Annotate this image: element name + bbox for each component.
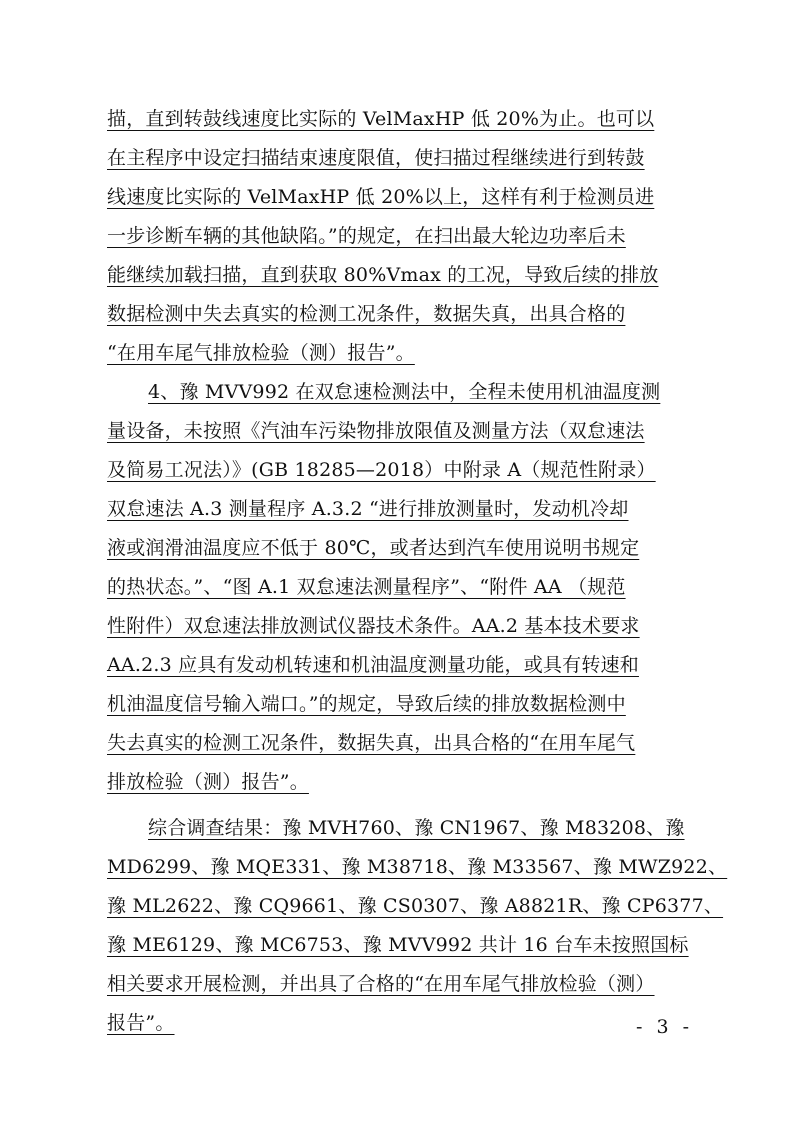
- text-line: 能继续加载扫描，直到获取 80%Vmax 的工况，导致后续的排放: [107, 264, 659, 286]
- text-line: 量设备，未按照《汽油车污染物排放限值及测量方法（双怠速法: [107, 420, 645, 442]
- text-line: AA.2.3 应具有发动机转速和机油温度测量功能，或具有转速和: [107, 654, 639, 676]
- text-line: 的热状态。”、“图 A.1 双怠速法测量程序”、“附件 AA （规范: [107, 576, 626, 598]
- text-line: 描，直到转鼓线速度比实际的 VelMaxHP 低 20%为止。也可以: [107, 108, 655, 130]
- text-line: MD6299、豫 MQE331、豫 M38718、豫 M33567、豫 MWZ922、: [107, 856, 728, 878]
- text-line: 失去真实的检测工况条件，数据失真，出具合格的“在用车尾气: [107, 732, 636, 754]
- paragraph-start-line: 综合调查结果：豫 MVH760、豫 CN1967、豫 M83208、豫: [148, 817, 685, 839]
- text-line: 豫 ME6129、豫 MC6753、豫 MVV992 共计 16 台车未按照国标: [107, 934, 689, 956]
- text-line: 在主程序中设定扫描结束速度限值，使扫描过程继续进行到转鼓: [107, 147, 645, 169]
- text-line: 数据检测中失去真实的检测工况条件，数据失真，出具合格的: [107, 303, 626, 325]
- text-line: 豫 ML2622、豫 CQ9661、豫 CS0307、豫 A8821R、豫 CP6377、: [107, 895, 724, 917]
- text-line: “在用车尾气排放检验（测）报告”。: [107, 342, 415, 364]
- text-line: 液或润滑油温度应不低于 80℃，或者达到汽车使用说明书规定: [107, 537, 640, 559]
- text-line: 一步诊断车辆的其他缺陷。”的规定，在扫出最大轮边功率后未: [107, 225, 626, 247]
- text-line: 相关要求开展检测，并出具了合格的“在用车尾气排放检验（测）: [107, 973, 655, 995]
- text-line: 排放检验（测）报告”。: [107, 771, 309, 793]
- text-line: 机油温度信号输入端口。”的规定，导致后续的排放数据检测中: [107, 693, 626, 715]
- text-line: 性附件）双怠速法排放测试仪器技术条件。AA.2 基本技术要求: [107, 615, 640, 637]
- text-line: 及简易工况法）》(GB 18285—2018）中附录 A（规范性附录）: [107, 459, 656, 481]
- page-number: - 3 -: [635, 1016, 693, 1038]
- paragraph-start-line: 4、豫 MVV992 在双怠速检测法中，全程未使用机油温度测: [148, 381, 661, 403]
- text-line: 报告”。: [107, 1012, 175, 1034]
- text-line: 线速度比实际的 VelMaxHP 低 20%以上，这样有利于检测员进: [107, 186, 655, 208]
- text-line: 双怠速法 A.3 测量程序 A.3.2 “进行排放测量时，发动机冷却: [107, 498, 629, 520]
